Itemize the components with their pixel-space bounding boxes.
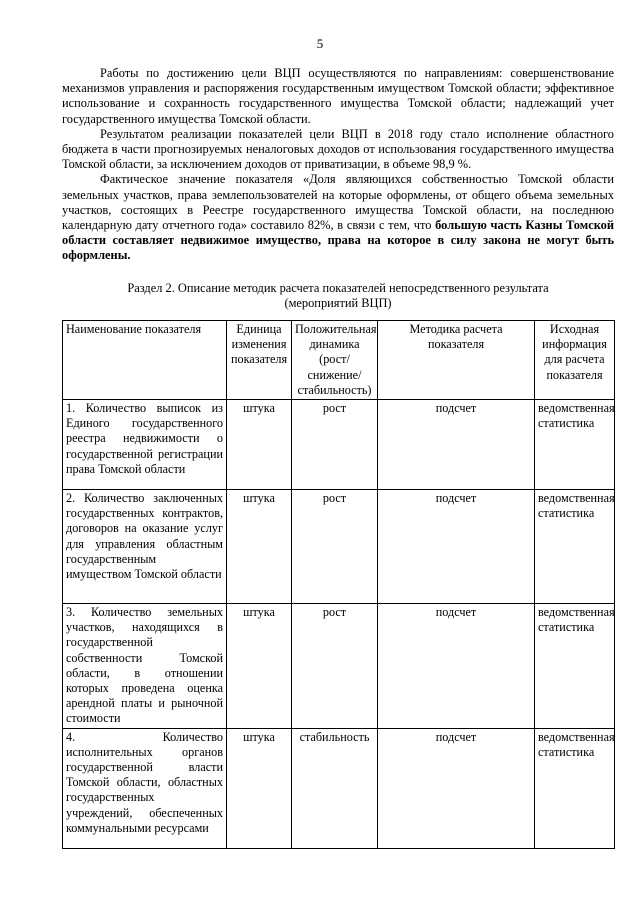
dynamics-cell: стабильность: [292, 728, 378, 848]
table-row: [63, 490, 615, 604]
indicator-name: 4. Количество исполнительных органов государственной власти Томской области, областных государственных учреждений, обеспеченных коммунальными ресурсами: [63, 728, 227, 848]
section-title: Раздел 2. Описание методик расчета показателей непосредственного результата: [127, 281, 549, 295]
unit-cell: штука: [227, 604, 292, 729]
source-cell: ведомственная статистика: [535, 490, 615, 604]
page-number: 5: [316, 36, 324, 51]
header-cell: Методика расчета показателя: [378, 321, 535, 400]
paragraph-bold-text: большую часть Казны Томской области составляет недвижимое имущество, права на которое в силу закона не могут быть оформлены.: [62, 218, 614, 263]
section-heading: [62, 281, 614, 311]
header-cell: Наименование показателя: [63, 321, 227, 400]
indicators-table: [62, 320, 615, 849]
indicator-name: 2. Количество заключенных государственных контрактов, договоров на оказание услуг для управления областным государственным имуществом Томской области: [63, 490, 227, 604]
method-cell: подсчет: [378, 728, 535, 848]
body-text: [62, 66, 614, 264]
method-cell: подсчет: [378, 400, 535, 490]
header-cell: Единица изменения показателя: [227, 321, 292, 400]
source-cell: ведомственная статистика: [535, 604, 615, 729]
paragraph: [62, 172, 614, 263]
indicator-name: 3. Количество земельных участков, находящихся в государственной собственности Томской области, в отношении которых проведена оценка арендной платы и рыночной стоимости: [63, 604, 227, 729]
indicator-name: 1. Количество выписок из Единого государственного реестра недвижимости о государственной регистрации права Томской области: [63, 400, 227, 490]
table-row: [63, 728, 615, 848]
section-subtitle: (мероприятий ВЦП): [284, 296, 392, 311]
source-cell: ведомственная статистика: [535, 400, 615, 490]
paragraph: Работы по достижению цели ВЦП осуществляются по направлениям: совершенствование механизмов управления и распоряжения государственным имуществом Томской области; эффективное использование и сохранность государственного имущества Томской области; надлежащий учет государственного имущества Томской области.: [62, 66, 614, 126]
header-cell: Положительная динамика (рост/снижение/ стабильность): [292, 321, 378, 400]
source-cell: ведомственная статистика: [535, 728, 615, 848]
unit-cell: штука: [227, 400, 292, 490]
unit-cell: штука: [227, 728, 292, 848]
paragraph-text: Фактическое значение показателя «Доля являющихся собственностью Томской области земельных участков, права землепользователей на которые оформлены, от общего объема земельных участков, состоящих в Реестре государственного имущества Томской области, на последнюю календарную дату отчетного года» составило 82%, в связи с тем, что: [62, 172, 614, 233]
method-cell: подсчет: [378, 490, 535, 604]
table-row: [63, 400, 615, 490]
paragraph: Результатом реализации показателей цели ВЦП в 2018 году стало исполнение областного бюджета в части прогнозируемых неналоговых доходов от использования государственного имущества Томской области, за исключением доходов от приватизации, в объеме 98,9 %.: [62, 126, 614, 172]
table-row: [63, 604, 615, 729]
table-header-row: [63, 321, 615, 400]
method-cell: подсчет: [378, 604, 535, 729]
dynamics-cell: рост: [292, 604, 378, 729]
dynamics-cell: рост: [292, 400, 378, 490]
dynamics-cell: рост: [292, 490, 378, 604]
header-cell: Исходная информация для расчета показателя: [535, 321, 615, 400]
unit-cell: штука: [227, 490, 292, 604]
